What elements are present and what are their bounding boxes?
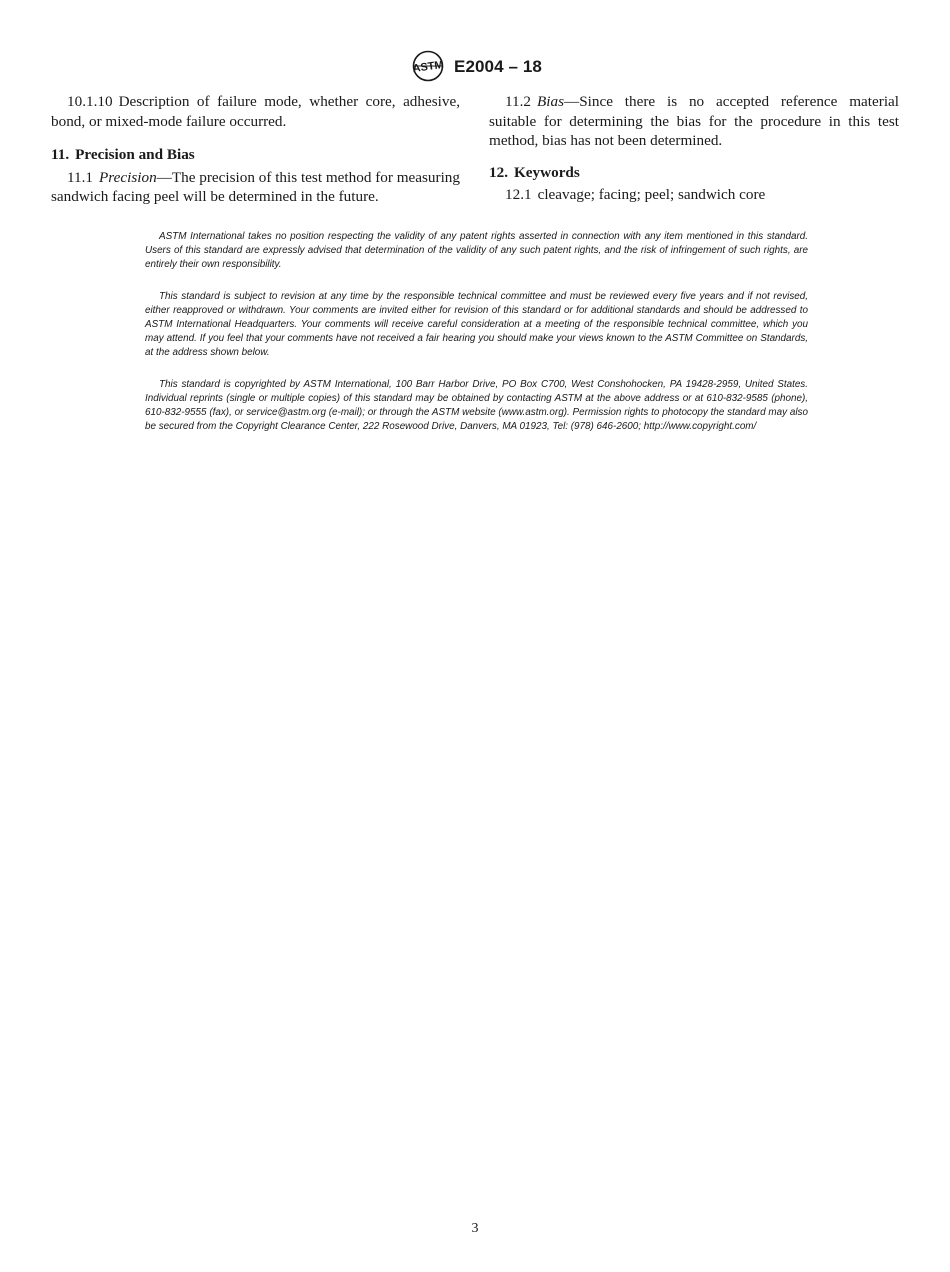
section-heading-12 [489,163,899,183]
paragraph-10-1-10 [51,92,460,131]
paragraph-11-1 [51,168,460,207]
paragraph-text: —Since there is no accepted reference material suitable for determining the bias for the procedure in this test method, bias has not been determined. [489,93,899,149]
paragraph-text: Description of failure mode, whether core, adhesive, bond, or mixed-mode failure occurred. [51,93,460,130]
paragraph-12-1 [489,185,899,205]
paragraph-term: Precision [99,168,157,186]
page-header [0,50,950,86]
left-column [51,92,460,207]
section-title: Keywords [513,163,580,181]
paragraph-text: cleavage; facing; peel; sandwich core [537,186,766,203]
document-designation: E2004 – 18 [454,57,542,76]
paragraph-text: —The precision of this test method for measuring sandwich facing peel will be determined in the future. [51,168,460,205]
right-column [489,92,899,205]
paragraph-number: 10.1.10 [67,93,113,110]
svg-text:ASTM: ASTM [411,58,445,76]
astm-logo-icon [408,50,448,82]
page-number: 3 [471,1221,479,1236]
section-title: Precision and Bias [75,146,195,163]
section-number: 11. [51,146,70,163]
paragraph-number: 12.1 [505,186,532,203]
section-heading-11 [51,145,460,165]
paragraph-term: Bias [537,93,565,110]
patent-notice: ASTM International takes no position respecting the validity of any patent rights asserted in connection with any item mentioned in this standard. Users of this standard are expressly advised that determination of the validity of any such patent rights, and the risk of infringement of such rights, are entirely their own responsibility. [145,231,808,270]
paragraph-number: 11.2 [505,93,532,110]
paragraph-number: 11.1 [67,168,94,186]
revision-notice: This standard is subject to revision at any time by the responsible technical committee and must be reviewed every five years and if not revised, either reapproved or withdrawn. Your comments are invited either for revision of this standard or for additional standards and should be addressed to ASTM International Headquarters. Your comments will receive careful consideration at a meeting of the responsible technical committee, which you may attend. If you feel that your comments have not received a fair hearing you should make your views known to the ASTM Committee on Standards, at the address shown below. [145,291,808,358]
copyright-notice: This standard is copyrighted by ASTM International, 100 Barr Harbor Drive, PO Box C700, West Conshohocken, PA 19428-2959, United States. Individual reprints (single or multiple copies) of this standard may be obtained by contacting ASTM at the above address or at 610-832-9585 (phone), 610-832-9555 (fax), or service@astm.org (e-mail); or through the ASTM website (www.astm.org). Permission rights to photocopy the standard may also be secured from the Copyright Clearance Center, 222 Rosewood Drive, Danvers, MA 01923, Tel: (978) 646-2600; http://www.copyright.com/ [145,379,808,432]
paragraph-11-2 [489,92,899,151]
section-number: 12. [489,163,508,181]
